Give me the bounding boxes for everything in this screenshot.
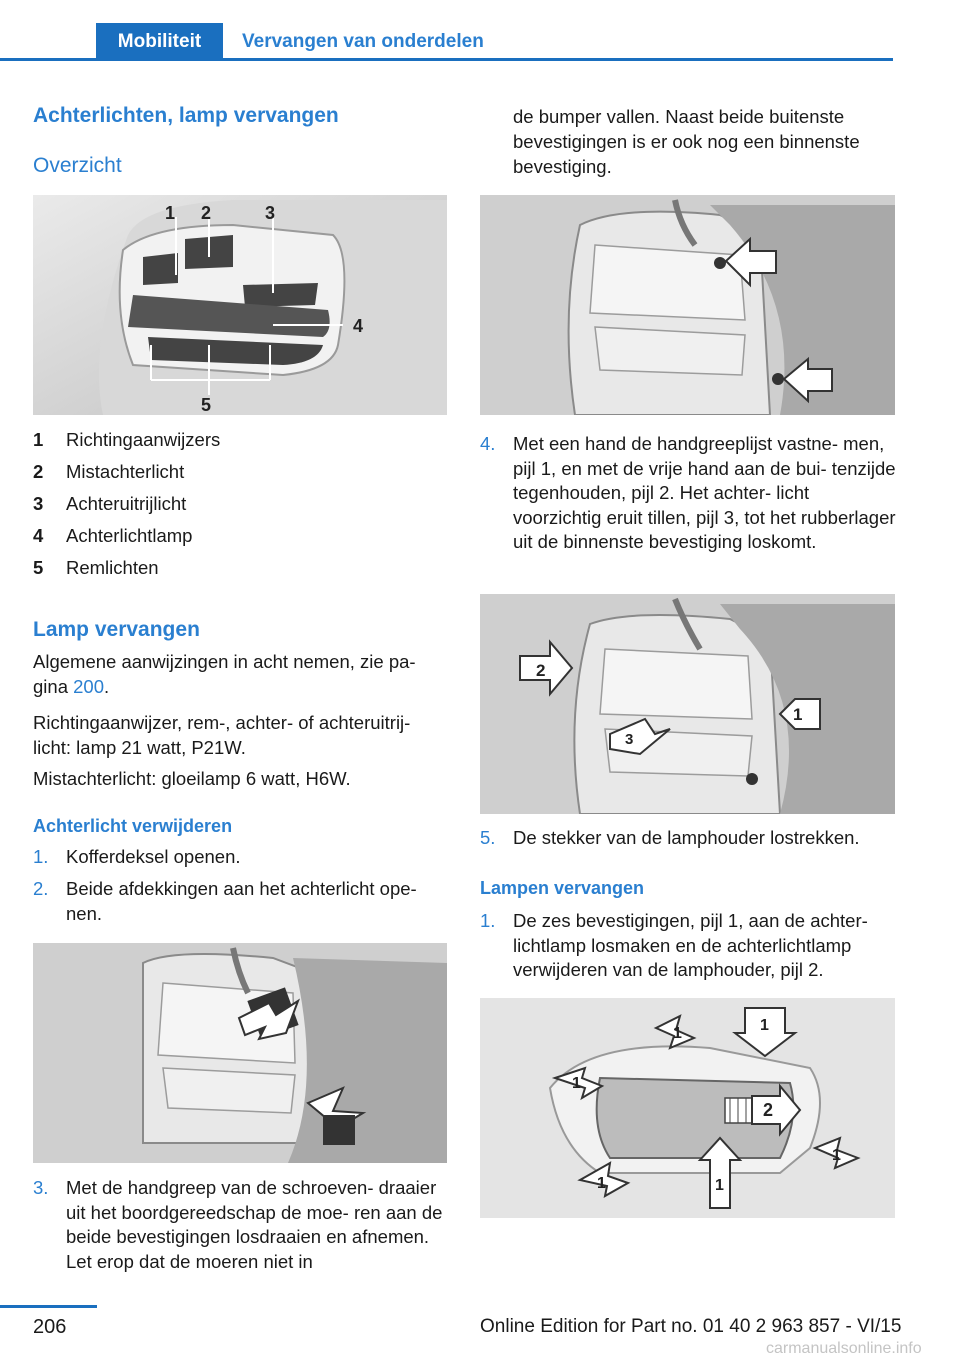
fig1-label-1: 1 bbox=[165, 203, 176, 223]
section-tab[interactable]: Vervangen van onderdelen bbox=[242, 31, 484, 52]
step-number: 3. bbox=[33, 1177, 49, 1198]
fig5-label-2: 2 bbox=[763, 1100, 774, 1120]
taillight-overview-svg bbox=[33, 195, 447, 415]
step-item bbox=[33, 845, 449, 875]
fig4-label-1: 1 bbox=[793, 705, 803, 724]
step-text: Met een hand de handgreeplijst vastne‐ men, pijl 1, en met de vrije hand aan de bui‐ tenzijde tegenhouden, pijl 2. Het achter‐ licht voorzichtig eruit tillen, pijl 3, tot het rubberlager uit de binnenste bevestiging loskomt. bbox=[513, 433, 896, 553]
fig5-label-1f: 1 bbox=[715, 1177, 724, 1194]
general-note-text: Algemene aanwijzingen in acht nemen, zie pa‐ gina bbox=[33, 651, 416, 697]
fig1-label-2: 2 bbox=[201, 203, 212, 223]
taillight-overview-figure bbox=[33, 195, 447, 415]
step-item bbox=[480, 826, 896, 856]
replace-bulbs-heading: Lampen vervangen bbox=[480, 878, 645, 898]
chapter-tab[interactable]: Mobiliteit bbox=[96, 23, 223, 60]
page-link[interactable]: 200 bbox=[73, 676, 104, 697]
step-item bbox=[480, 909, 896, 989]
step-item bbox=[480, 432, 896, 582]
general-note-paragraph bbox=[33, 649, 449, 699]
legend-number: 5 bbox=[33, 557, 44, 578]
step-text: Beide afdekkingen aan het achterlicht ope‐ nen. bbox=[66, 878, 417, 924]
bulb-spec-paragraph: Richtingaanwijzer, rem-, achter- of achteruitrij‐ licht: lamp 21 watt, P21W. bbox=[33, 712, 411, 758]
remove-taillight-heading: Achterlicht verwijderen bbox=[33, 816, 233, 836]
step-number: 2. bbox=[33, 878, 49, 899]
fog-bulb-paragraph: Mistachterlicht: gloeilamp 6 watt, H6W. bbox=[33, 768, 351, 789]
legend-number: 2 bbox=[33, 461, 44, 482]
lift-taillight-svg bbox=[480, 594, 895, 814]
legend-text: Remlichten bbox=[66, 557, 159, 578]
legend-text: Achteruitrijlicht bbox=[66, 493, 187, 514]
lamp-holder-svg bbox=[480, 998, 895, 1218]
fig4-label-2: 2 bbox=[536, 661, 546, 680]
overview-heading: Overzicht bbox=[33, 154, 122, 177]
legend-number: 1 bbox=[33, 429, 44, 450]
fig1-label-5: 5 bbox=[201, 395, 212, 415]
lamp-replace-heading: Lamp vervangen bbox=[33, 618, 200, 641]
covers-open-svg bbox=[33, 943, 447, 1163]
legend-text: Richtingaanwijzers bbox=[66, 429, 221, 450]
step-number: 1. bbox=[480, 910, 496, 931]
step-number: 5. bbox=[480, 827, 496, 848]
page-number: 206 bbox=[33, 1316, 67, 1338]
footer-rule bbox=[0, 1305, 97, 1308]
page-header bbox=[0, 0, 893, 58]
lift-taillight-figure bbox=[480, 594, 895, 814]
edition-info: Online Edition for Part no. 01 40 2 963 857 - VI/15 bbox=[480, 1316, 902, 1337]
step-item bbox=[33, 877, 449, 932]
legend-text: Achterlichtlamp bbox=[66, 525, 193, 546]
fig5-label-1d: 1 bbox=[832, 1147, 841, 1164]
step-number: 1. bbox=[33, 846, 49, 867]
watermark: carmanualsonline.info bbox=[766, 1340, 922, 1357]
step-text: De zes bevestigingen, pijl 1, aan de achter‐ lichtlamp losmaken en de achterlichtlamp verwijderen van de lamphouder, pijl 2. bbox=[513, 910, 868, 981]
continuation-paragraph: de bumper vallen. Naast beide buitenste bevestigingen is er ook nog een binnenste bevestiging. bbox=[513, 106, 860, 177]
fig5-label-1b: 1 bbox=[760, 1017, 769, 1034]
fastenings-figure bbox=[480, 195, 895, 415]
fig1-label-3: 3 bbox=[265, 203, 276, 223]
covers-open-figure bbox=[33, 943, 447, 1163]
lamp-holder-figure bbox=[480, 998, 895, 1218]
page-title: Achterlichten, lamp vervangen bbox=[33, 104, 339, 127]
step-item bbox=[33, 1176, 449, 1286]
header-rule bbox=[0, 58, 893, 61]
step-text: Met de handgreep van de schroeven‐ draaier uit het boordgereedschap de moe‐ ren aan de beide bevestigingen losdraaien en afnemen. Let erop dat de moeren niet in bbox=[66, 1177, 443, 1272]
fig4-label-3: 3 bbox=[625, 731, 634, 748]
step-number: 4. bbox=[480, 433, 496, 454]
fastenings-svg bbox=[480, 195, 895, 415]
fig5-label-1a: 1 bbox=[673, 1025, 682, 1042]
legend-number: 3 bbox=[33, 493, 44, 514]
fig5-label-1c: 1 bbox=[572, 1075, 581, 1092]
fig1-label-4: 4 bbox=[353, 316, 364, 336]
step-text: Kofferdeksel openen. bbox=[66, 846, 241, 867]
legend-number: 4 bbox=[33, 525, 44, 546]
step-text: De stekker van de lamphouder lostrekken. bbox=[513, 827, 860, 848]
general-note-end: . bbox=[104, 676, 110, 697]
legend-text: Mistachterlicht bbox=[66, 461, 185, 482]
fig5-label-1e: 1 bbox=[597, 1175, 606, 1192]
